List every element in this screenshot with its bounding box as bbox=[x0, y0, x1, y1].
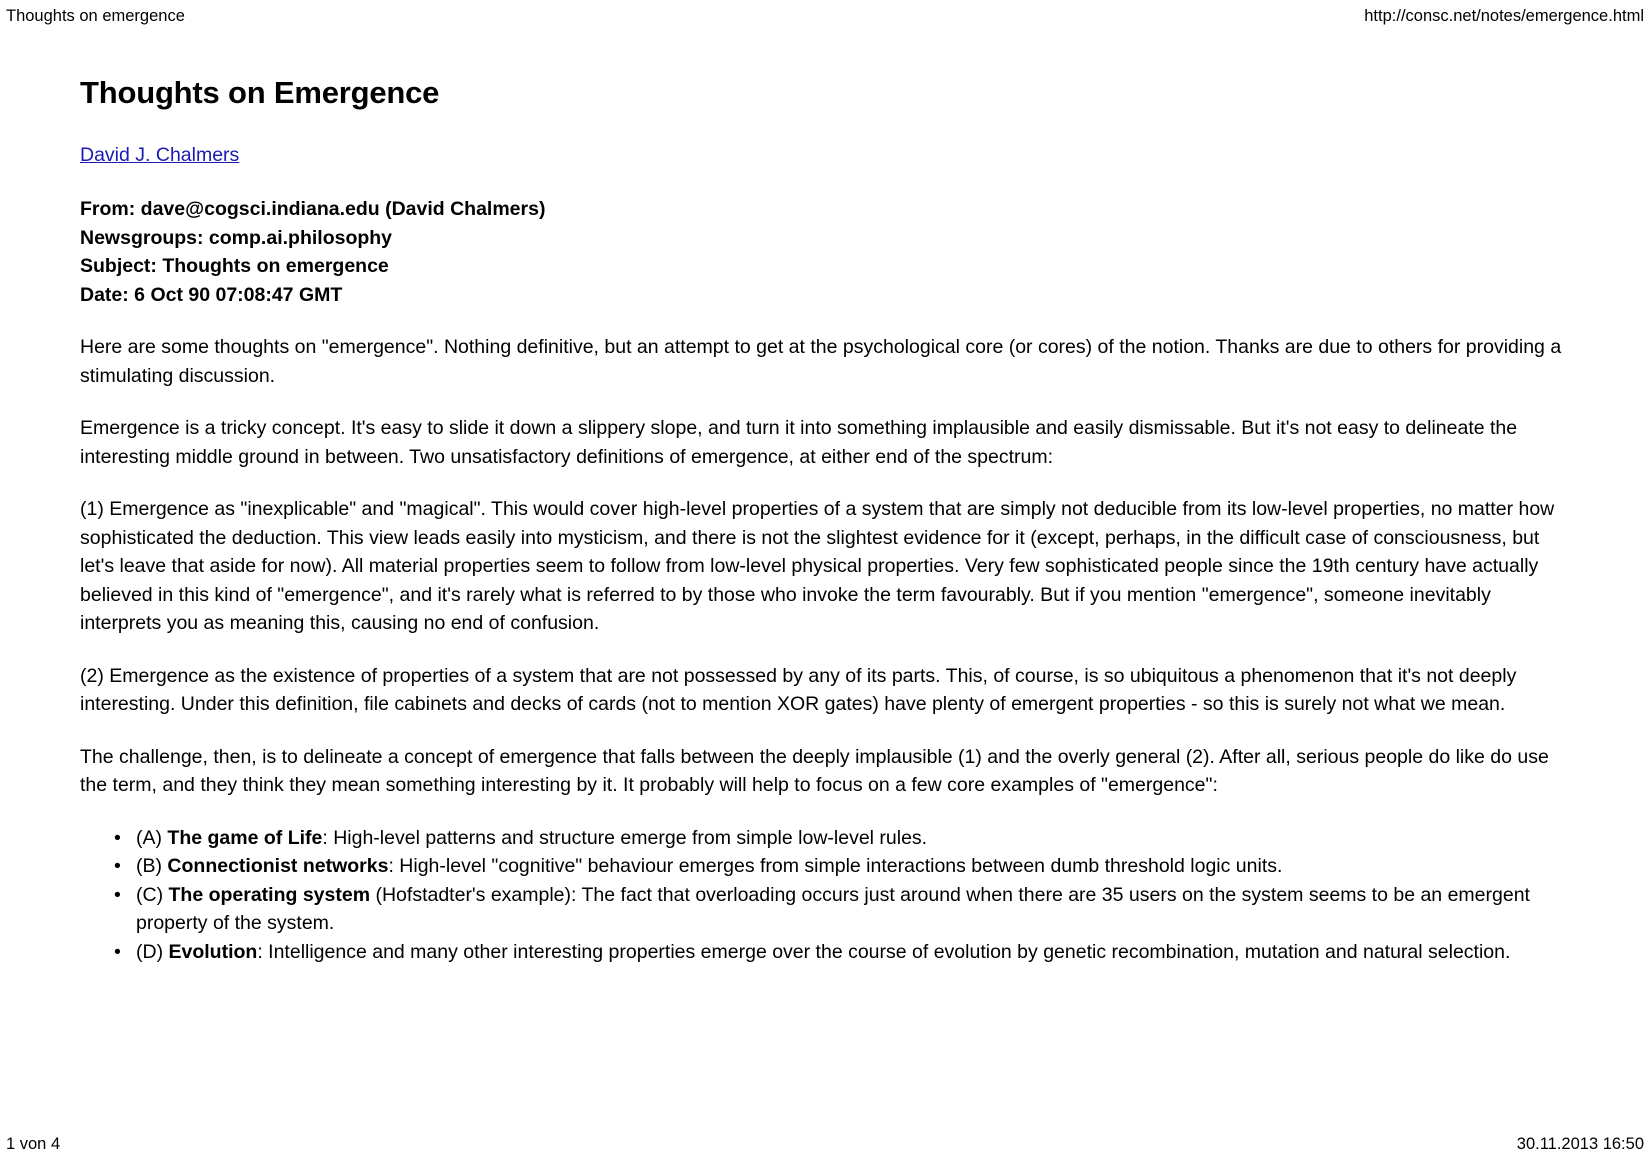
list-item-label: (C) bbox=[136, 883, 169, 906]
list-item-label: (B) bbox=[136, 855, 168, 877]
list-item-text: : Intelligence and many other interesting properties emerge over the course of evolution by genetic recombination, mutation and natural selection. bbox=[257, 940, 1511, 963]
list-item-label: (A) bbox=[136, 826, 168, 849]
paragraph-tricky: Emergence is a tricky concept. It's easy to slide it down a slippery slope, and turn it into something implausible and easily dismissable. But it's not easy to delineate the interesting middle ground in between. Two unsatisfactory definitions of emergence, at either end of the spectrum: bbox=[80, 417, 1518, 468]
paragraph-definition-1: (1) Emergence as "inexplicable" and "magical". This would cover high-level properties of a system that are simply not deducible from its low-level properties, no matter how sophisticated the deduction. This view leads easily into mysticism, and there is not the slightest evidence for it (except, perhaps, in the difficult case of consciousness, but let's leave that aside for now). All material properties seem to follow from low-level physical properties. Very few sophisticated people since the 19th century have actually believed in this kind of "emergence", and it's rarely what is referred to by those who invoke the term favourably. But if you mention "emergence", someone inevitably interprets you as meaning this, causing no end of confusion. bbox=[80, 498, 1555, 634]
page-header-url: http://consc.net/notes/emergence.html bbox=[1364, 7, 1644, 25]
list-item-term: The operating system bbox=[168, 883, 371, 906]
author-byline bbox=[80, 142, 1570, 168]
email-subject-line: Subject: Thoughts on emergence bbox=[80, 255, 389, 277]
list-item bbox=[136, 881, 1570, 938]
list-item-text: : High-level "cognitive" behaviour emerges from simple interactions between dumb threshold logic units. bbox=[388, 855, 1283, 877]
list-item-text: : High-level patterns and structure emerge from simple low-level rules. bbox=[322, 826, 928, 849]
email-newsgroups-line: Newsgroups: comp.ai.philosophy bbox=[80, 226, 393, 249]
list-item bbox=[136, 938, 1570, 967]
page-number: 1 von 4 bbox=[6, 1135, 61, 1153]
page-title: Thoughts on Emergence bbox=[80, 75, 440, 110]
print-page-footer bbox=[0, 1131, 1650, 1165]
list-item-term: Connectionist networks bbox=[167, 855, 389, 877]
list-item bbox=[136, 824, 1570, 853]
print-timestamp: 30.11.2013 16:50 bbox=[1516, 1135, 1644, 1153]
list-item bbox=[136, 852, 1570, 881]
email-date-line: Date: 6 Oct 90 07:08:47 GMT bbox=[80, 283, 343, 306]
paragraph-intro: Here are some thoughts on "emergence". Nothing definitive, but an attempt to get at the psychological core (or cores) of the notion. Thanks are due to others for providing a stimulating discussion. bbox=[80, 336, 1562, 387]
examples-list bbox=[80, 824, 1570, 967]
list-item-term: Evolution bbox=[168, 940, 258, 963]
author-link[interactable]: David J. Chalmers bbox=[80, 144, 240, 166]
print-page-header bbox=[0, 0, 1650, 30]
email-header-block bbox=[80, 195, 1570, 309]
page-header-title: Thoughts on emergence bbox=[6, 7, 185, 25]
list-item-term: The game of Life bbox=[167, 826, 323, 849]
list-item-text: (Hofstadter's example): The fact that overloading occurs just around when there are 35 users on the system seems to be an emergent property of the system. bbox=[136, 883, 1530, 934]
list-item-label: (D) bbox=[136, 940, 169, 963]
email-from-line: From: dave@cogsci.indiana.edu (David Chalmers) bbox=[80, 198, 546, 220]
paragraph-challenge: The challenge, then, is to delineate a concept of emergence that falls between the deeply implausible (1) and the overly general (2). After all, serious people do like do use the term, and they think they mean something interesting by it. It probably will help to focus on a few core examples of "emergence": bbox=[80, 745, 1549, 796]
paragraph-definition-2: (2) Emergence as the existence of properties of a system that are not possessed by any of its parts. This, of course, is so ubiquitous a phenomenon that it's not deeply interesting. Under this definition, file cabinets and decks of cards (not to mention XOR gates) have plenty of emergent properties - so this is surely not what we mean. bbox=[80, 664, 1517, 715]
document-body bbox=[80, 60, 1570, 966]
